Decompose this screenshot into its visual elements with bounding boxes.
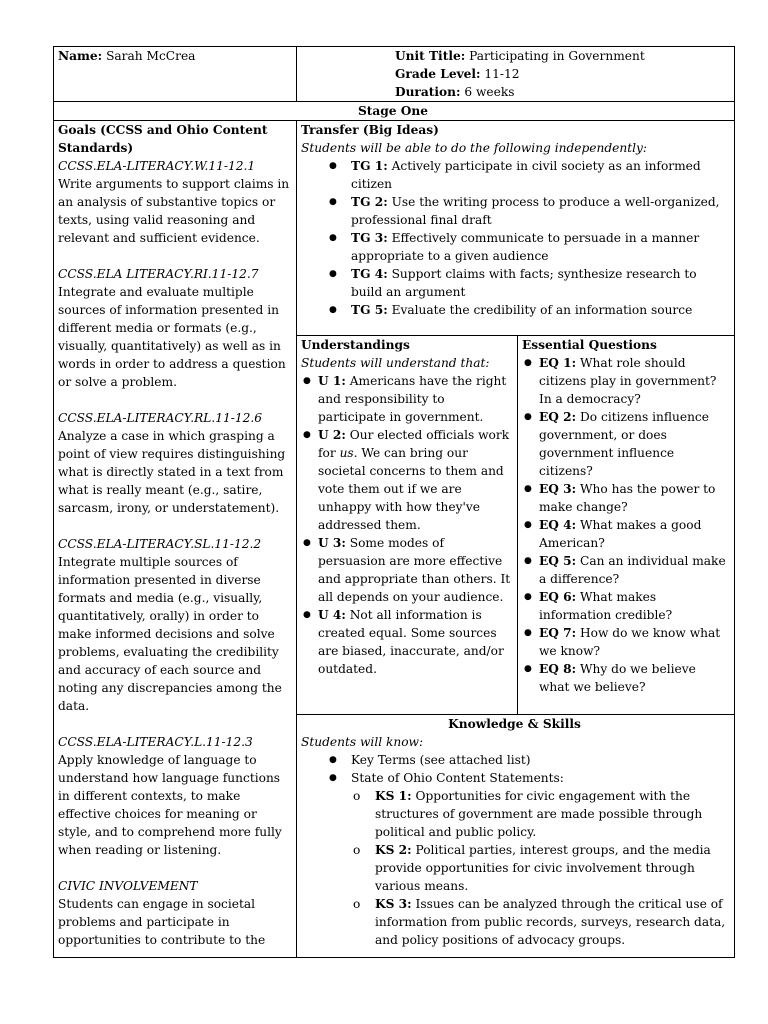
knowledge-heading: Knowledge & Skills (448, 717, 581, 731)
goal-text: Analyze a case in which grasping a point of view requires distinguishing what is directly stated in a text from what is really meant (e.g., satire, sarcasm, irony, or understatement). (58, 429, 286, 515)
understanding-item: ● U 3: Some modes of persuasion are more effective and appropriate than others. It all depends on your audience. (318, 534, 511, 606)
unit-info-cell (297, 47, 735, 102)
transfer-goal-item: ● TG 4: Support claims with facts; synthesize research to build an argument (351, 265, 728, 301)
knowledge-list (301, 751, 728, 787)
transfer-goal-item: ● TG 2: Use the writing process to produce a well-organized, professional final draft (351, 193, 728, 229)
goal-code: CCSS.ELA-LITERACY.SL.11-12.2 (58, 537, 262, 551)
unit-plan-document (53, 46, 734, 958)
essential-question-item: ● EQ 1: What role should citizens play in government? In a democracy? (539, 354, 728, 408)
essential-question-item: ● EQ 7: How do we know what we know? (539, 624, 728, 660)
knowledge-skills-cell (297, 715, 735, 958)
understandings-list (301, 372, 511, 678)
goal-text: Apply knowledge of language to understand how language functions in different contexts, to make effective choices for meaning or style, and to comprehend more fully when reading or listening. (58, 753, 282, 857)
knowledge-bullet: ● Key Terms (see attached list) (351, 751, 728, 769)
understanding-item: ● U 4: Not all information is created equal. Some sources are biased, inaccurate, and/or outdated. (318, 606, 511, 678)
goals-cell (54, 121, 297, 958)
understanding-item: ● U 2: Our elected officials work for us. We can bring our societal concerns to them and vote them out if we are unhappy with how they've addressed them. (318, 426, 511, 534)
goal-text: Integrate and evaluate multiple sources of information presented in different media or formats (e.g., visually, quantitatively) as well as in words in order to address a question or solve a problem. (58, 285, 286, 389)
content-statement-item: o KS 3: Issues can be analyzed through the critical use of information from public records, surveys, research data, and policy positions of advocacy groups. (375, 895, 728, 949)
name-label: Name: (58, 49, 103, 63)
essential-questions-heading: Essential Questions (522, 338, 657, 352)
grade-level-value: 11-12 (484, 67, 520, 81)
unit-title-label: Unit Title: (395, 49, 466, 63)
transfer-heading: Transfer (Big Ideas) (301, 123, 439, 137)
essential-question-item: ● EQ 6: What makes information credible? (539, 588, 728, 624)
name-value: Sarah McCrea (106, 49, 196, 63)
goal-code: CCSS.ELA-LITERACY.RL.11-12.6 (58, 411, 262, 425)
understandings-intro: Students will understand that: (301, 356, 490, 370)
understandings-cell (297, 336, 518, 715)
goal-code: CCSS.ELA-LITERACY.L.11-12.3 (58, 735, 253, 749)
essential-questions-list (522, 354, 728, 696)
essential-question-item: ● EQ 5: Can an individual make a difference? (539, 552, 728, 588)
duration-value: 6 weeks (464, 85, 515, 99)
unit-plan-table (53, 46, 735, 958)
content-statement-item: o KS 1: Opportunities for civic engagement with the structures of government are made possible through political and public policy. (375, 787, 728, 841)
transfer-goals-list (301, 157, 728, 319)
grade-level-label: Grade Level: (395, 67, 481, 81)
name-cell (54, 47, 297, 102)
header-row (54, 47, 735, 102)
essential-question-item: ● EQ 8: Why do we believe what we believe? (539, 660, 728, 696)
goal-code: CCSS.ELA-LITERACY.W.11-12.1 (58, 159, 256, 173)
content-statements-list (301, 787, 728, 949)
essential-question-item: ● EQ 3: Who has the power to make change? (539, 480, 728, 516)
goal-code: CCSS.ELA LITERACY.RI.11-12.7 (58, 267, 259, 281)
transfer-goal-item: ● TG 1: Actively participate in civil society as an informed citizen (351, 157, 728, 193)
duration-label: Duration: (395, 85, 461, 99)
stage-title: Stage One (54, 102, 735, 121)
transfer-goal-item: ● TG 5: Evaluate the credibility of an information source (351, 301, 728, 319)
goals-heading: Goals (CCSS and Ohio Content Standards) (58, 123, 268, 155)
goal-text: Integrate multiple sources of information presented in diverse formats and media (e.g., visually, quantitatively, orally) in order to make informed decisions and solve problems, evaluating the credibility and accuracy of each source and noting any discrepancies among the data. (58, 555, 282, 713)
essential-question-item: ● EQ 2: Do citizens influence government, or does government influence citizens? (539, 408, 728, 480)
transfer-goal-item: ● TG 3: Effectively communicate to persuade in a manner appropriate to a given audience (351, 229, 728, 265)
knowledge-bullet: ● State of Ohio Content Statements: (351, 769, 728, 787)
transfer-cell (297, 121, 735, 336)
essential-question-item: ● EQ 4: What makes a good American? (539, 516, 728, 552)
goal-code: CIVIC INVOLVEMENT (58, 879, 198, 893)
goal-text: Students can engage in societal problems and participate in opportunities to contribute to the (58, 897, 266, 947)
transfer-intro: Students will be able to do the following independently: (301, 141, 647, 155)
essential-questions-cell (518, 336, 735, 715)
unit-title-value: Participating in Government (469, 49, 645, 63)
understanding-item: ● U 1: Americans have the right and responsibility to participate in government. (318, 372, 511, 426)
understandings-heading: Understandings (301, 338, 410, 352)
goal-text: Write arguments to support claims in an analysis of substantive topics or texts, using valid reasoning and relevant and sufficient evidence. (58, 177, 290, 245)
content-statement-item: o KS 2: Political parties, interest groups, and the media provide opportunities for civic involvement through various means. (375, 841, 728, 895)
knowledge-intro: Students will know: (301, 735, 424, 749)
